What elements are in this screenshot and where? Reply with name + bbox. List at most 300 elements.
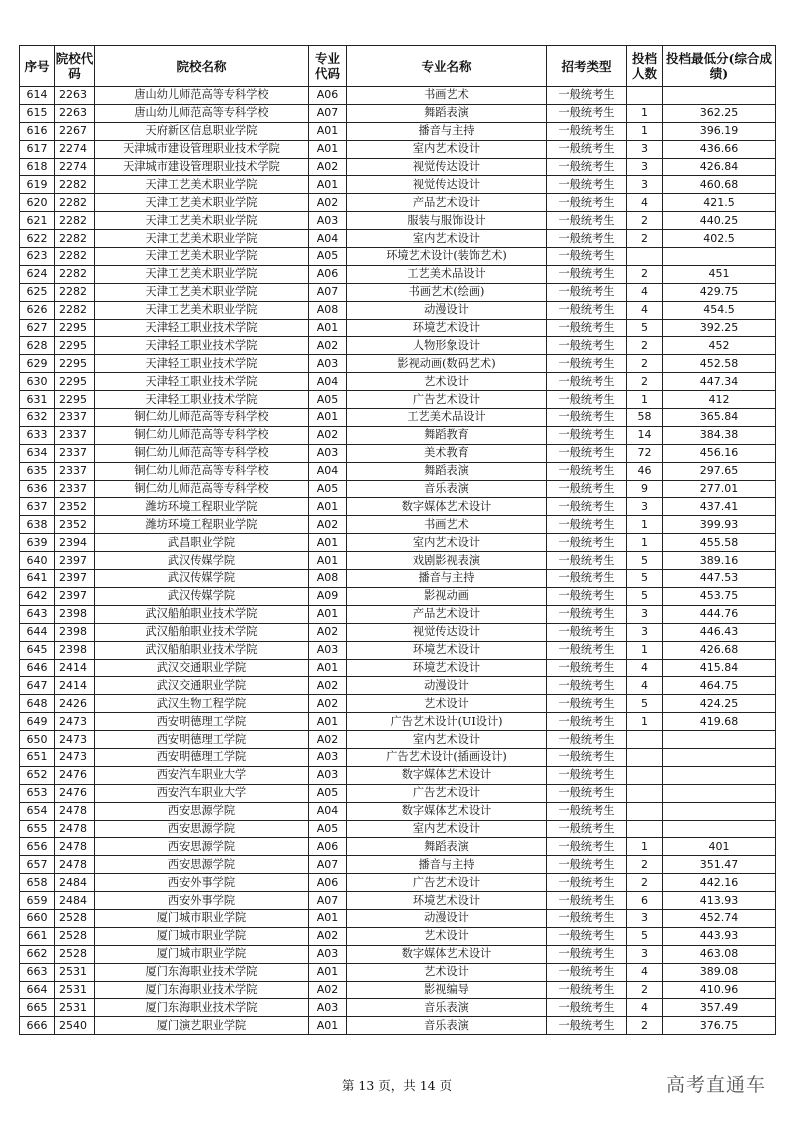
table-row (20, 677, 776, 695)
cell-min-score: 297.65 (663, 462, 776, 480)
table-row (20, 176, 776, 194)
cell-school-name: 武昌职业学院 (95, 534, 309, 552)
cell-school-name: 西安明德理工学院 (95, 748, 309, 766)
cell-school-name: 西安思源学院 (95, 820, 309, 838)
cell-school-code: 2337 (55, 462, 95, 480)
cell-min-score: 413.93 (663, 892, 776, 910)
cell-count: 4 (627, 677, 663, 695)
cell-major-name: 艺术设计 (347, 963, 547, 981)
cell-school-code: 2394 (55, 534, 95, 552)
cell-min-score: 396.19 (663, 122, 776, 140)
cell-major-code: A03 (309, 212, 347, 230)
cell-school-name: 天津工艺美术职业学院 (95, 265, 309, 283)
cell-min-score: 452 (663, 337, 776, 355)
cell-major-name: 舞蹈教育 (347, 426, 547, 444)
cell-school-name: 厦门东海职业技术学院 (95, 963, 309, 981)
table-row (20, 498, 776, 516)
cell-min-score: 452.74 (663, 909, 776, 927)
cell-min-score: 277.01 (663, 480, 776, 498)
cell-min-score (663, 766, 776, 784)
cell-count: 4 (627, 963, 663, 981)
cell-school-code: 2352 (55, 498, 95, 516)
cell-seq: 656 (20, 838, 55, 856)
cell-school-code: 2473 (55, 713, 95, 731)
cell-school-name: 天津工艺美术职业学院 (95, 301, 309, 319)
cell-school-code: 2282 (55, 301, 95, 319)
cell-count: 1 (627, 838, 663, 856)
table-row (20, 355, 776, 373)
cell-seq: 614 (20, 87, 55, 105)
cell-school-code: 2528 (55, 945, 95, 963)
cell-school-name: 铜仁幼儿师范高等专科学校 (95, 409, 309, 427)
table-row (20, 748, 776, 766)
cell-major-name: 环境艺术设计 (347, 659, 547, 677)
table-row (20, 248, 776, 266)
cell-school-name: 潍坊环境工程职业学院 (95, 498, 309, 516)
cell-school-name: 天津城市建设管理职业技术学院 (95, 140, 309, 158)
cell-major-code: A01 (309, 659, 347, 677)
cell-school-name: 西安汽车职业大学 (95, 766, 309, 784)
table-row (20, 122, 776, 140)
cell-school-code: 2398 (55, 623, 95, 641)
cell-min-score (663, 731, 776, 749)
table-row (20, 87, 776, 105)
cell-school-name: 厦门城市职业学院 (95, 945, 309, 963)
cell-major-code: A07 (309, 104, 347, 122)
cell-school-name: 西安思源学院 (95, 802, 309, 820)
cell-exam-type: 一般统考生 (547, 248, 627, 266)
cell-school-name: 厦门城市职业学院 (95, 909, 309, 927)
table-row (20, 856, 776, 874)
cell-exam-type: 一般统考生 (547, 140, 627, 158)
cell-exam-type: 一般统考生 (547, 265, 627, 283)
cell-count: 58 (627, 409, 663, 427)
table-row (20, 391, 776, 409)
cell-count: 5 (627, 695, 663, 713)
cell-exam-type: 一般统考生 (547, 337, 627, 355)
brand-watermark: 高考直通车 (665, 1074, 766, 1096)
cell-school-name: 天府新区信息职业学院 (95, 122, 309, 140)
cell-count: 6 (627, 892, 663, 910)
cell-major-name: 产品艺术设计 (347, 194, 547, 212)
cell-school-name: 武汉传媒学院 (95, 570, 309, 588)
cell-seq: 617 (20, 140, 55, 158)
cell-seq: 624 (20, 265, 55, 283)
cell-major-name: 播音与主持 (347, 122, 547, 140)
table-row (20, 713, 776, 731)
cell-seq: 659 (20, 892, 55, 910)
cell-exam-type: 一般统考生 (547, 480, 627, 498)
cell-school-code: 2282 (55, 212, 95, 230)
cell-school-code: 2478 (55, 820, 95, 838)
cell-school-name: 天津工艺美术职业学院 (95, 176, 309, 194)
cell-seq: 622 (20, 230, 55, 248)
cell-count: 4 (627, 301, 663, 319)
table-row (20, 194, 776, 212)
cell-exam-type: 一般统考生 (547, 731, 627, 749)
table-row (20, 874, 776, 892)
cell-seq: 632 (20, 409, 55, 427)
cell-exam-type: 一般统考生 (547, 963, 627, 981)
cell-exam-type: 一般统考生 (547, 319, 627, 337)
cell-count: 46 (627, 462, 663, 480)
cell-major-code: A01 (309, 909, 347, 927)
cell-count: 3 (627, 605, 663, 623)
cell-school-code: 2282 (55, 283, 95, 301)
cell-major-code: A02 (309, 695, 347, 713)
cell-major-code: A01 (309, 176, 347, 194)
cell-school-code: 2337 (55, 480, 95, 498)
table-row (20, 552, 776, 570)
cell-count (627, 87, 663, 105)
cell-school-name: 西安思源学院 (95, 838, 309, 856)
cell-school-code: 2473 (55, 748, 95, 766)
cell-major-name: 室内艺术设计 (347, 731, 547, 749)
cell-exam-type: 一般统考生 (547, 552, 627, 570)
cell-school-code: 2476 (55, 766, 95, 784)
cell-major-name: 数字媒体艺术设计 (347, 498, 547, 516)
cell-major-code: A01 (309, 963, 347, 981)
cell-seq: 664 (20, 981, 55, 999)
cell-major-name: 室内艺术设计 (347, 534, 547, 552)
cell-count: 1 (627, 516, 663, 534)
cell-exam-type: 一般统考生 (547, 516, 627, 534)
cell-exam-type: 一般统考生 (547, 981, 627, 999)
cell-major-name: 舞蹈表演 (347, 104, 547, 122)
cell-school-name: 西安明德理工学院 (95, 731, 309, 749)
cell-major-code: A01 (309, 122, 347, 140)
header-school-code: 院校代码 (55, 46, 95, 87)
cell-count: 2 (627, 212, 663, 230)
cell-major-code: A03 (309, 945, 347, 963)
cell-count: 2 (627, 337, 663, 355)
cell-school-code: 2540 (55, 1017, 95, 1035)
table-row (20, 963, 776, 981)
cell-min-score (663, 820, 776, 838)
cell-min-score (663, 748, 776, 766)
cell-school-name: 天津工艺美术职业学院 (95, 212, 309, 230)
cell-seq: 639 (20, 534, 55, 552)
cell-school-name: 武汉生物工程学院 (95, 695, 309, 713)
cell-seq: 663 (20, 963, 55, 981)
cell-school-code: 2295 (55, 337, 95, 355)
cell-major-code: A01 (309, 140, 347, 158)
cell-exam-type: 一般统考生 (547, 641, 627, 659)
cell-count (627, 248, 663, 266)
cell-major-name: 影视动画 (347, 587, 547, 605)
cell-school-name: 西安汽车职业大学 (95, 784, 309, 802)
table-row (20, 981, 776, 999)
cell-major-code: A08 (309, 301, 347, 319)
cell-school-name: 天津轻工职业技术学院 (95, 355, 309, 373)
cell-school-name: 武汉交通职业学院 (95, 677, 309, 695)
cell-min-score: 460.68 (663, 176, 776, 194)
cell-exam-type: 一般统考生 (547, 87, 627, 105)
cell-major-name: 音乐表演 (347, 480, 547, 498)
cell-count: 1 (627, 534, 663, 552)
cell-seq: 666 (20, 1017, 55, 1035)
cell-major-code: A02 (309, 677, 347, 695)
cell-school-name: 天津城市建设管理职业技术学院 (95, 158, 309, 176)
cell-school-name: 铜仁幼儿师范高等专科学校 (95, 480, 309, 498)
cell-seq: 628 (20, 337, 55, 355)
cell-school-code: 2531 (55, 963, 95, 981)
cell-major-name: 音乐表演 (347, 999, 547, 1017)
cell-exam-type: 一般统考生 (547, 927, 627, 945)
cell-school-code: 2282 (55, 194, 95, 212)
cell-exam-type: 一般统考生 (547, 874, 627, 892)
cell-school-code: 2478 (55, 838, 95, 856)
cell-school-code: 2473 (55, 731, 95, 749)
cell-major-code: A01 (309, 713, 347, 731)
cell-min-score: 401 (663, 838, 776, 856)
cell-seq: 643 (20, 605, 55, 623)
cell-exam-type: 一般统考生 (547, 409, 627, 427)
cell-major-code: A02 (309, 194, 347, 212)
cell-major-code: A02 (309, 337, 347, 355)
cell-major-code: A03 (309, 444, 347, 462)
cell-count: 1 (627, 104, 663, 122)
cell-major-code: A01 (309, 552, 347, 570)
cell-major-name: 产品艺术设计 (347, 605, 547, 623)
cell-major-code: A01 (309, 1017, 347, 1035)
cell-exam-type: 一般统考生 (547, 301, 627, 319)
cell-exam-type: 一般统考生 (547, 945, 627, 963)
cell-school-code: 2263 (55, 87, 95, 105)
cell-exam-type: 一般统考生 (547, 212, 627, 230)
cell-school-code: 2352 (55, 516, 95, 534)
cell-major-name: 视觉传达设计 (347, 176, 547, 194)
cell-major-code: A07 (309, 856, 347, 874)
cell-school-code: 2337 (55, 409, 95, 427)
cell-count: 1 (627, 391, 663, 409)
cell-school-code: 2531 (55, 999, 95, 1017)
table-row (20, 516, 776, 534)
cell-major-code: A05 (309, 248, 347, 266)
cell-exam-type: 一般统考生 (547, 104, 627, 122)
cell-major-code: A04 (309, 462, 347, 480)
table-row (20, 158, 776, 176)
cell-major-code: A02 (309, 731, 347, 749)
cell-min-score: 442.16 (663, 874, 776, 892)
cell-count: 3 (627, 158, 663, 176)
table-body (20, 87, 776, 1035)
cell-school-name: 厦门城市职业学院 (95, 927, 309, 945)
cell-seq: 633 (20, 426, 55, 444)
cell-count: 4 (627, 194, 663, 212)
cell-major-code: A02 (309, 623, 347, 641)
cell-seq: 623 (20, 248, 55, 266)
cell-exam-type: 一般统考生 (547, 534, 627, 552)
cell-major-name: 人物形象设计 (347, 337, 547, 355)
cell-exam-type: 一般统考生 (547, 462, 627, 480)
cell-school-name: 潍坊环境工程职业学院 (95, 516, 309, 534)
cell-exam-type: 一般统考生 (547, 838, 627, 856)
cell-seq: 665 (20, 999, 55, 1017)
cell-min-score: 452.58 (663, 355, 776, 373)
cell-major-code: A01 (309, 534, 347, 552)
cell-count: 1 (627, 713, 663, 731)
cell-major-code: A04 (309, 802, 347, 820)
cell-exam-type: 一般统考生 (547, 784, 627, 802)
header-min-score: 投档最低分(综合成绩) (663, 46, 776, 87)
cell-seq: 634 (20, 444, 55, 462)
cell-major-name: 动漫设计 (347, 301, 547, 319)
cell-school-code: 2274 (55, 158, 95, 176)
cell-major-name: 音乐表演 (347, 1017, 547, 1035)
cell-count: 14 (627, 426, 663, 444)
cell-count (627, 731, 663, 749)
cell-seq: 650 (20, 731, 55, 749)
table-row (20, 301, 776, 319)
cell-major-code: A06 (309, 87, 347, 105)
cell-min-score: 365.84 (663, 409, 776, 427)
cell-min-score: 447.53 (663, 570, 776, 588)
cell-major-name: 室内艺术设计 (347, 820, 547, 838)
cell-seq: 620 (20, 194, 55, 212)
cell-school-code: 2267 (55, 122, 95, 140)
cell-major-code: A03 (309, 748, 347, 766)
cell-major-code: A02 (309, 426, 347, 444)
cell-exam-type: 一般统考生 (547, 587, 627, 605)
cell-exam-type: 一般统考生 (547, 498, 627, 516)
cell-seq: 644 (20, 623, 55, 641)
table-row (20, 659, 776, 677)
cell-seq: 649 (20, 713, 55, 731)
cell-min-score: 455.58 (663, 534, 776, 552)
cell-school-name: 铜仁幼儿师范高等专科学校 (95, 426, 309, 444)
cell-major-name: 广告艺术设计 (347, 784, 547, 802)
cell-count: 2 (627, 230, 663, 248)
header-school-name: 院校名称 (95, 46, 309, 87)
cell-major-code: A02 (309, 516, 347, 534)
cell-seq: 631 (20, 391, 55, 409)
table-row (20, 337, 776, 355)
cell-school-name: 西安外事学院 (95, 892, 309, 910)
cell-count (627, 820, 663, 838)
cell-major-name: 影视动画(数码艺术) (347, 355, 547, 373)
cell-min-score: 424.25 (663, 695, 776, 713)
table-row (20, 104, 776, 122)
cell-school-code: 2426 (55, 695, 95, 713)
cell-exam-type: 一般统考生 (547, 713, 627, 731)
cell-major-name: 数字媒体艺术设计 (347, 802, 547, 820)
cell-major-name: 播音与主持 (347, 570, 547, 588)
cell-school-name: 武汉传媒学院 (95, 587, 309, 605)
cell-major-name: 书画艺术 (347, 87, 547, 105)
header-major-name: 专业名称 (347, 46, 547, 87)
cell-major-code: A08 (309, 570, 347, 588)
cell-school-code: 2528 (55, 927, 95, 945)
cell-seq: 647 (20, 677, 55, 695)
table-row (20, 534, 776, 552)
cell-major-code: A05 (309, 784, 347, 802)
cell-count: 5 (627, 570, 663, 588)
table-row (20, 319, 776, 337)
cell-school-code: 2476 (55, 784, 95, 802)
cell-major-name: 美术教育 (347, 444, 547, 462)
cell-seq: 637 (20, 498, 55, 516)
cell-min-score: 419.68 (663, 713, 776, 731)
cell-exam-type: 一般统考生 (547, 176, 627, 194)
cell-major-name: 戏剧影视表演 (347, 552, 547, 570)
cell-school-name: 天津轻工职业技术学院 (95, 319, 309, 337)
cell-count (627, 748, 663, 766)
cell-major-name: 书画艺术 (347, 516, 547, 534)
cell-exam-type: 一般统考生 (547, 623, 627, 641)
cell-count: 72 (627, 444, 663, 462)
cell-seq: 616 (20, 122, 55, 140)
cell-count: 2 (627, 981, 663, 999)
cell-school-code: 2295 (55, 355, 95, 373)
cell-min-score: 392.25 (663, 319, 776, 337)
cell-count: 5 (627, 927, 663, 945)
cell-major-name: 广告艺术设计 (347, 391, 547, 409)
table-row (20, 373, 776, 391)
cell-school-name: 武汉船舶职业技术学院 (95, 605, 309, 623)
header-major-code: 专业代码 (309, 46, 347, 87)
cell-exam-type: 一般统考生 (547, 909, 627, 927)
cell-major-code: A06 (309, 265, 347, 283)
header-exam-type: 招考类型 (547, 46, 627, 87)
cell-major-code: A03 (309, 999, 347, 1017)
cell-min-score (663, 802, 776, 820)
cell-exam-type: 一般统考生 (547, 766, 627, 784)
table-row (20, 909, 776, 927)
table-row (20, 641, 776, 659)
cell-seq: 654 (20, 802, 55, 820)
cell-major-name: 工艺美术品设计 (347, 409, 547, 427)
table-row (20, 283, 776, 301)
cell-major-code: A01 (309, 409, 347, 427)
cell-school-code: 2282 (55, 265, 95, 283)
cell-school-code: 2531 (55, 981, 95, 999)
cell-school-name: 天津轻工职业技术学院 (95, 391, 309, 409)
cell-count: 2 (627, 1017, 663, 1035)
cell-min-score: 440.25 (663, 212, 776, 230)
cell-seq: 646 (20, 659, 55, 677)
cell-exam-type: 一般统考生 (547, 158, 627, 176)
cell-min-score (663, 248, 776, 266)
table-row (20, 1017, 776, 1035)
cell-school-code: 2414 (55, 677, 95, 695)
cell-major-code: A02 (309, 981, 347, 999)
cell-major-name: 数字媒体艺术设计 (347, 945, 547, 963)
cell-major-name: 工艺美术品设计 (347, 265, 547, 283)
cell-min-score: 376.75 (663, 1017, 776, 1035)
cell-min-score: 415.84 (663, 659, 776, 677)
cell-exam-type: 一般统考生 (547, 695, 627, 713)
cell-seq: 642 (20, 587, 55, 605)
cell-major-name: 室内艺术设计 (347, 140, 547, 158)
cell-school-code: 2337 (55, 426, 95, 444)
cell-min-score: 389.08 (663, 963, 776, 981)
cell-min-score: 351.47 (663, 856, 776, 874)
cell-major-code: A03 (309, 766, 347, 784)
cell-school-code: 2484 (55, 892, 95, 910)
cell-seq: 651 (20, 748, 55, 766)
cell-major-name: 舞蹈表演 (347, 838, 547, 856)
cell-school-name: 武汉交通职业学院 (95, 659, 309, 677)
table-row (20, 140, 776, 158)
cell-major-name: 数字媒体艺术设计 (347, 766, 547, 784)
cell-count: 2 (627, 265, 663, 283)
cell-seq: 641 (20, 570, 55, 588)
cell-major-name: 舞蹈表演 (347, 462, 547, 480)
table-row (20, 230, 776, 248)
cell-major-code: A03 (309, 641, 347, 659)
cell-min-score: 454.5 (663, 301, 776, 319)
